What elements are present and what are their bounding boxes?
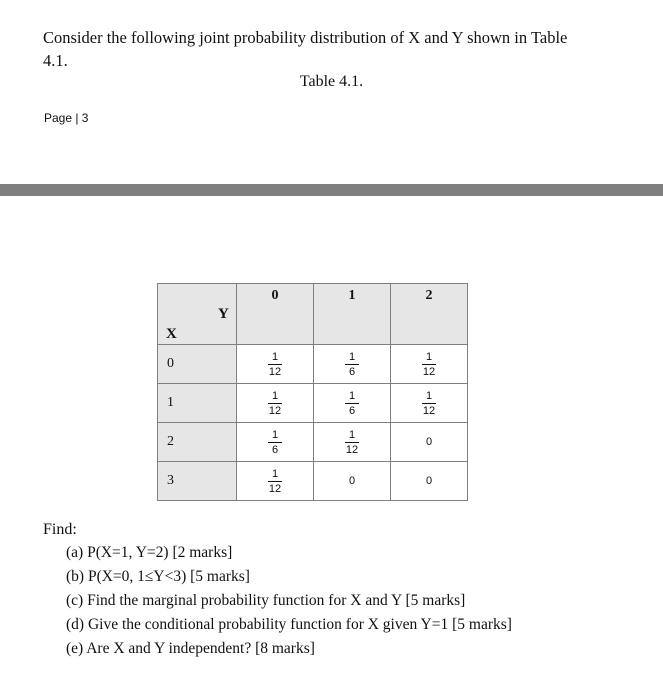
table-row [158, 462, 468, 501]
column-header-label: 2 [425, 288, 433, 303]
column-header-y1 [314, 284, 391, 345]
cell-x0-y2 [391, 345, 468, 384]
fraction: $\frac{1}{12}$ [345, 428, 359, 456]
table-row [158, 384, 468, 423]
fraction: $\frac{1}{12}$ [422, 350, 436, 378]
cell-x1-y0 [237, 384, 314, 423]
question-b: (b) P(X=0, 1≤Y<3) [5 marks] [66, 568, 250, 585]
y-axis-label: Y [218, 306, 229, 322]
zero-value: 0 [425, 475, 433, 487]
question-e: (e) Are X and Y independent? [8 marks] [66, 640, 315, 657]
page-divider [0, 184, 663, 196]
fraction: $\frac{1}{12}$ [268, 350, 282, 378]
fraction: $\frac{1}{12}$ [422, 389, 436, 417]
table-caption: Table 4.1. [299, 73, 364, 90]
cell-x3-y1 [314, 462, 391, 501]
cell-x2-y1 [314, 423, 391, 462]
cell-x1-y1 [314, 384, 391, 423]
column-header-y0 [237, 284, 314, 345]
intro-text [43, 26, 643, 72]
table-row [158, 423, 468, 462]
row-header-x3: 3 [158, 462, 237, 501]
fraction: $\frac{1}{6}$ [345, 351, 359, 378]
joint-probability-table [157, 283, 468, 501]
table-header-row [158, 284, 468, 345]
page-number-label: Page | 3 [44, 111, 89, 125]
question-c: (c) Find the marginal probability function for X and Y [5 marks] [66, 592, 466, 609]
zero-value: 0 [425, 436, 433, 448]
x-axis-label: X [166, 326, 177, 342]
cell-x2-y2 [391, 423, 468, 462]
row-header-x0: 0 [158, 345, 237, 384]
table-row [158, 345, 468, 384]
cell-x3-y2 [391, 462, 468, 501]
zero-value: 0 [348, 475, 356, 487]
fraction: $\frac{1}{6}$ [345, 390, 359, 417]
fraction: $\frac{1}{12}$ [268, 467, 282, 495]
cell-x1-y2 [391, 384, 468, 423]
cell-x0-y0 [237, 345, 314, 384]
table-corner-cell [158, 284, 237, 345]
find-heading: Find: [43, 521, 77, 538]
intro-line-2: 4.1. [43, 51, 68, 70]
cell-x3-y0 [237, 462, 314, 501]
question-a: (a) P(X=1, Y=2) [2 marks] [66, 544, 233, 561]
row-header-x1: 1 [158, 384, 237, 423]
fraction: $\frac{1}{6}$ [268, 429, 282, 456]
fraction: $\frac{1}{12}$ [268, 389, 282, 417]
column-header-label: 1 [348, 288, 356, 303]
cell-x2-y0 [237, 423, 314, 462]
column-header-y2 [391, 284, 468, 345]
question-d: (d) Give the conditional probability function for X given Y=1 [5 marks] [66, 616, 512, 633]
cell-x0-y1 [314, 345, 391, 384]
column-header-label: 0 [271, 288, 279, 303]
intro-line-1: Consider the following joint probability distribution of X and Y shown in Table [43, 28, 568, 47]
row-header-x2: 2 [158, 423, 237, 462]
